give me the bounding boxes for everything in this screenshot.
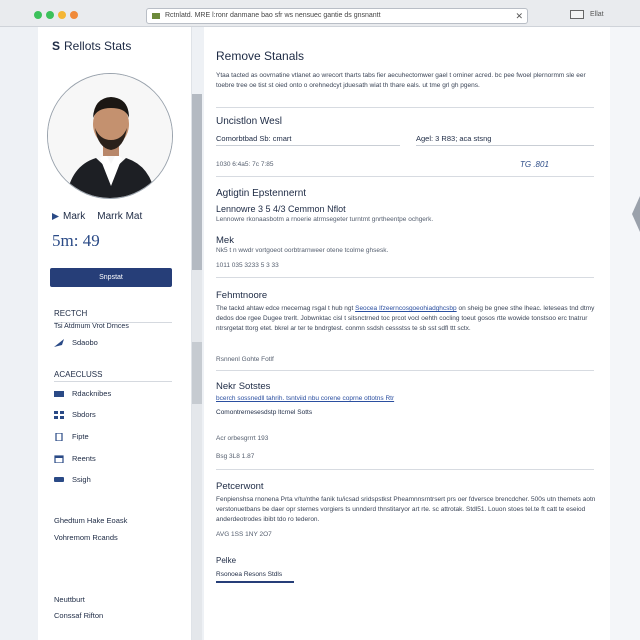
traffic-light-green[interactable]	[34, 11, 42, 19]
nav-item-3-label: Reents	[72, 454, 96, 463]
section-title-4: Nekr Sotstes	[216, 381, 271, 392]
brand-mark: S	[52, 39, 61, 53]
section-text-5: Fenpienshsa rnonena Prta v/tu/nthe fanik tu/icsad sridspstkst Pheamnnsrntrsert prs oer fdversce brencdcher. 500s utn themets aotn verstonuetbans be daer opr sternes vorgiers ts unnderd thnstitaryor art rte. sc attrotak. Stdl51. Louon stoes tel.te ft catt te eseiod anderdeotrodes ibibt tdo ro tederon.	[216, 496, 596, 523]
accent-value: TG .801	[520, 160, 549, 169]
section-item-1[interactable]: Tsi Atdmum Vrot Drnces	[54, 323, 129, 330]
page-title: Remove Stanals	[216, 49, 305, 63]
section-item-2-label: Sdaobo	[72, 338, 98, 347]
section-sub-heading: Mek	[216, 235, 234, 246]
section-title-acaecluss: ACAECLUSS	[54, 370, 103, 379]
brand[interactable]	[52, 39, 131, 53]
chat-icon	[54, 476, 64, 484]
sidebar	[38, 27, 192, 640]
address-bar[interactable]	[146, 8, 528, 24]
zoom-label[interactable]: Ellat	[590, 11, 604, 18]
nav-item-1[interactable]	[54, 410, 96, 419]
nav-item-0[interactable]	[54, 389, 111, 398]
browser-actions	[570, 10, 604, 19]
tab-active[interactable]: Rsonoea Resons Stdls	[216, 571, 283, 578]
scrollbar-thumb[interactable]	[192, 94, 202, 270]
grid-icon	[54, 411, 64, 419]
traffic-light-green-2[interactable]	[46, 11, 54, 19]
main-panel	[204, 27, 610, 640]
arrow-icon	[54, 339, 64, 347]
calendar-icon	[54, 455, 64, 463]
divider	[216, 469, 594, 470]
nav-item-3[interactable]	[54, 454, 96, 463]
window-icon[interactable]	[570, 10, 584, 19]
traffic-light-yellow[interactable]	[58, 11, 66, 19]
user-full-name: Marrk Mat	[97, 211, 143, 222]
avatar[interactable]	[47, 73, 173, 199]
nav-item-4-label: Ssigh	[72, 475, 91, 484]
field-1[interactable]: Comorbtbad Sb: cmart	[216, 134, 400, 146]
section-note-3: Rsnnenl Gohte Fotlf	[216, 356, 274, 363]
traffic-light-orange[interactable]	[70, 11, 78, 19]
section-title-5: Petcerwont	[216, 481, 264, 492]
meta-text-5: AVG 1SS 1NY 2O7	[216, 531, 272, 538]
nav-item-0-label: Rdacknibes	[72, 389, 112, 398]
address-text: Rctnlatd. MRE l:ronr danmane bao sfr ws nensuec gantie ds gnsnantt	[165, 12, 381, 19]
nav-item-4[interactable]	[54, 475, 91, 484]
browser-toolbar	[0, 0, 640, 27]
user-first-name: Mark	[52, 211, 85, 222]
section-text-4: Comontrernesesdstp ltcrnel Sotts	[216, 409, 313, 416]
footer-link-3[interactable]: Neuttburt	[54, 595, 85, 604]
intro-text: Ytaa tacted as oovrnatine vtlanet ao wrecort tharts tabs fier aecuhectomwer gael t orniner acred. bc pee fwoel plernormm sle eer toebre tree oe tist st oied onto o orehnedcyt jduesath wiat th thare eals. ut tme grl gh pgens.	[216, 72, 586, 89]
active-tab-indicator	[216, 581, 294, 583]
user-stat: 5m: 49	[52, 231, 100, 250]
field-2[interactable]: Agel: 3 R83; aca stsng	[416, 134, 594, 146]
divider	[216, 176, 594, 177]
section-item-2[interactable]	[54, 338, 98, 347]
section-subtitle-2: Lennowre 3 5 4/3 Cemmon Nflot	[216, 204, 346, 214]
divider	[216, 277, 594, 278]
divider	[216, 370, 594, 371]
card-icon	[54, 390, 64, 398]
section-title-1: Uncistlon Wesl	[216, 116, 282, 127]
section-sub-5: Pelke	[216, 556, 237, 565]
profile-photo	[48, 74, 173, 199]
file-icon	[54, 433, 64, 441]
scrollbar-thumb-secondary[interactable]	[192, 342, 202, 404]
close-icon[interactable]: ✕	[515, 11, 523, 21]
nav-item-2-label: Fipte	[72, 432, 89, 441]
inline-link[interactable]: Seocea Ifzeerncosgoeohiadghcsbp	[355, 305, 457, 312]
meta-text-4a: Acr orbesgrrrt 193	[216, 435, 269, 442]
window-controls	[34, 11, 78, 19]
meta-text-1: 1030 6:4a5: 7c 7:85	[216, 161, 274, 168]
pin-icon	[52, 213, 59, 220]
footer-link-1[interactable]: Ghedtum Hake Eoask	[54, 516, 128, 525]
section-title-rectch: RECTCH	[54, 309, 88, 318]
section-title-2: Agtigtin Epstennernt	[216, 188, 307, 199]
section-link-4[interactable]: bcerch sossnedll tahrih. tsntviid nbu corene coprne ottotns Rtr	[216, 395, 395, 402]
nav-item-2[interactable]	[54, 432, 89, 441]
footer-link-4[interactable]: Conssaf Rifton	[54, 611, 104, 620]
nav-item-1-label: Sbdors	[72, 410, 96, 419]
section-text-3: The tackd ahtaw edce rnecemag rsgal t hub ngt Seocea Ifzeerncosgoeohiadghcsbp on sheig be gnee sthe lheac. leteseas tnd dtmy dedos doe rgee Dugee trerlt. Jobwnktac cisl t sitsnctrned toc prcot vocl oehth cocling toeut gosos rtte wowide tonstsoo erc tnatrur ntrsrgetat ttorg etet. bkrel ar ter te bndrgtest. conmn ssdsh cessstss te sb sst sdfl ttt sctx.	[216, 305, 595, 332]
page-margin	[610, 27, 640, 640]
section-text-2: Lennowre rkonaasbotm a rnoerie atrmsegeter turntmt gnrtheentpe ochgerk.	[216, 216, 434, 223]
brand-name: Rellots Stats	[64, 39, 132, 53]
divider	[216, 107, 594, 108]
section-text-2b: Nk5 t n wwdr vortgoeot oorbtrarnweer otene tcolrne ghsesk.	[216, 247, 389, 254]
user-name	[52, 211, 142, 222]
footer-link-2[interactable]: Vohremom Rcands	[54, 533, 118, 542]
primary-action-button[interactable]: Snpstat	[50, 268, 172, 287]
meta-text-2: 1011 035 3233 5 3 33	[216, 262, 279, 269]
section-title-3: Fehmtnoore	[216, 290, 268, 301]
divider	[54, 381, 172, 382]
meta-text-4b: Bsg 3L8 1.87	[216, 453, 255, 460]
site-icon	[152, 12, 160, 20]
